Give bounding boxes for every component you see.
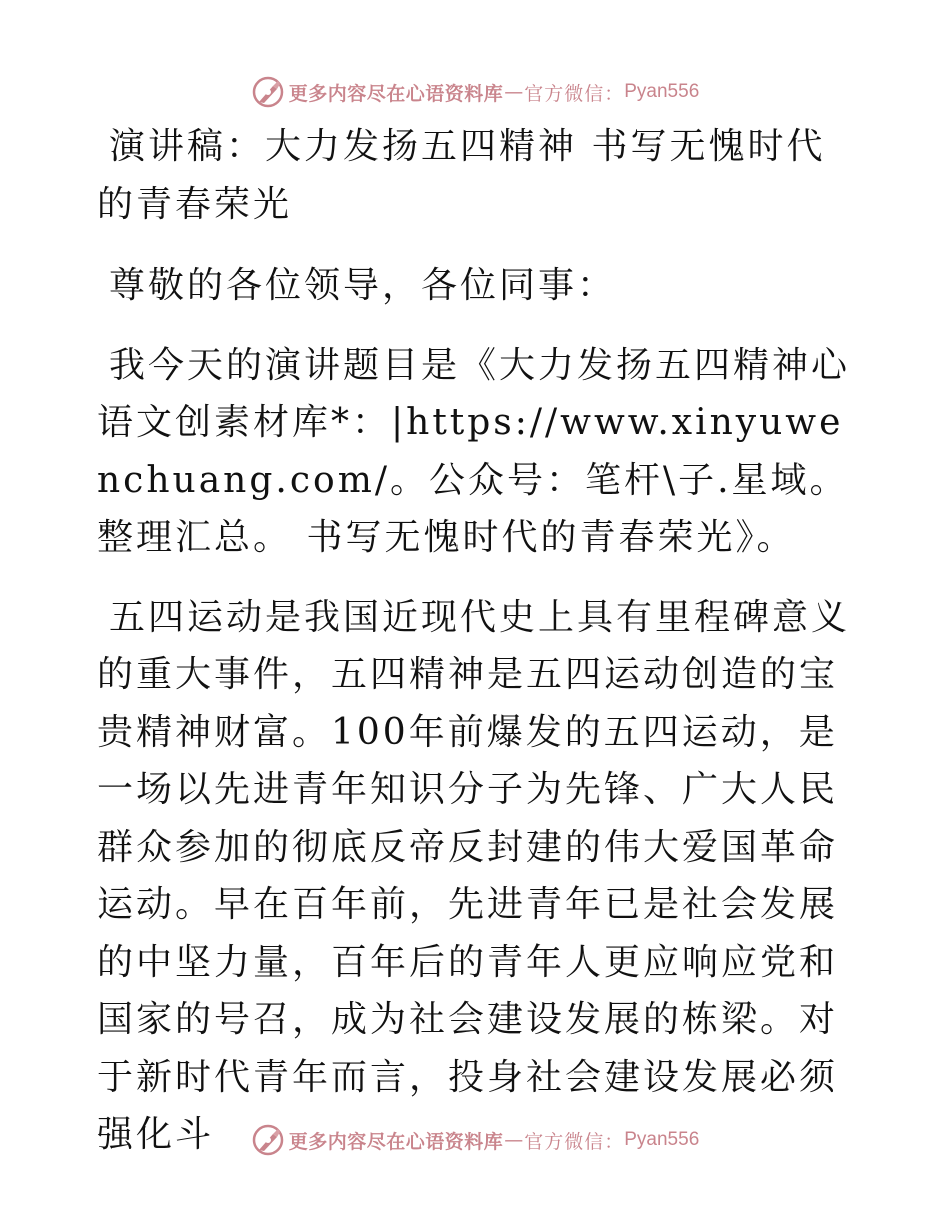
footer-banner <box>0 1120 950 1160</box>
salutation: 尊敬的各位领导，各位同事： <box>109 265 617 306</box>
wechat-label: 官方微信： <box>524 82 625 105</box>
intro-paragraph: 我今天的演讲题目是《大力发扬五四精神心语文创素材库*：|https://www.xinyuwenchuang.com/。公众号：笔杆\子.星域。整理汇总。 书写无愧时代的青春荣光》。 <box>97 344 851 558</box>
banner-text: 更多内容尽在心语资料库 <box>288 1130 504 1153</box>
wechat-label: 官方微信： <box>524 1130 625 1153</box>
header-banner <box>0 72 950 112</box>
document-title: 演讲稿：大力发扬五四精神 书写无愧时代的青春荣光 <box>97 126 826 225</box>
wechat-id: Pyan556 <box>624 81 700 102</box>
body-paragraph: 五四运动是我国近现代史上具有里程碑意义的重大事件，五四精神是五四运动创造的宝贵精神财富。100年前爆发的五四运动，是一场以先进青年知识分子为先锋、广大人民群众参加的彻底反帝反封建的伟大爱国革命运动。早在百年前，先进青年已是社会发展的中坚力量，百年后的青年人更应响应党和国家的号召，成为社会建设发展的栋梁。对于新时代青年而言，投身社会建设发展必须强化斗 <box>97 596 851 1155</box>
pen-logo-icon <box>251 1123 285 1157</box>
banner-dash: — <box>504 81 524 103</box>
wechat-id: Pyan556 <box>624 1129 700 1150</box>
document-body <box>97 118 857 1164</box>
pen-logo-icon <box>251 75 285 109</box>
banner-text: 更多内容尽在心语资料库 <box>288 82 504 105</box>
banner-dash: — <box>504 1129 524 1151</box>
